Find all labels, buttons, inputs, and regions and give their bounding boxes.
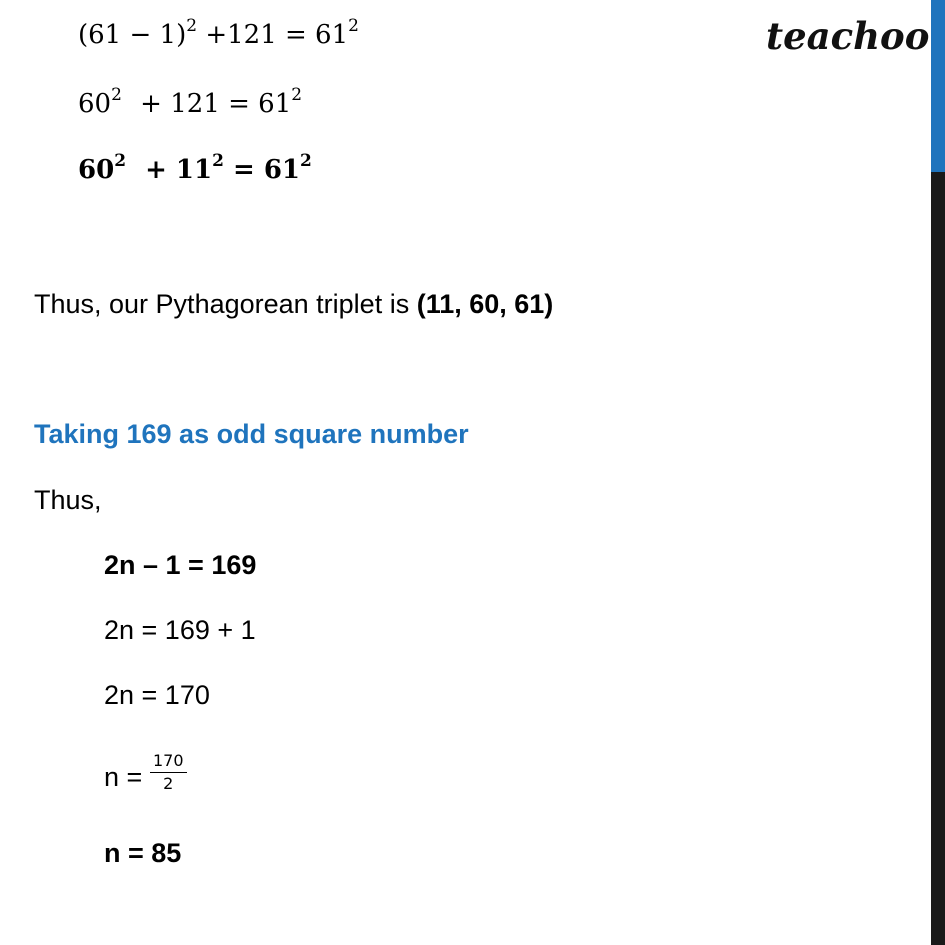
step-2: 2n = 169 + 1 [104, 615, 256, 645]
eq3-result: = 61 [223, 155, 301, 185]
eq3-exponent-1: 2 [114, 151, 127, 171]
eq3-exponent-3: 2 [300, 151, 312, 171]
eq1-exponent-1: 2 [186, 16, 198, 36]
eq1-base: (61 − 1) [78, 20, 187, 50]
fraction-numerator: 170 [150, 752, 187, 773]
eq1-middle: +121 = 61 [197, 20, 349, 50]
step-5-result: n = 85 [104, 838, 182, 868]
eq2-middle: + 121 = 61 [131, 89, 292, 119]
equation-line-3 [78, 151, 312, 185]
step-1: 2n – 1 = 169 [104, 550, 257, 580]
section-heading: Taking 169 as odd square number [34, 419, 469, 449]
step-4-prefix: n = [104, 762, 143, 792]
eq2-base: 60 [78, 89, 112, 119]
eq3-exponent-2: 2 [212, 151, 224, 171]
eq2-exponent-1: 2 [111, 85, 122, 105]
conclusion-text [34, 289, 553, 320]
teachoo-logo: teachoo [766, 14, 930, 58]
fraction-170-over-2 [150, 752, 187, 795]
step-3: 2n = 170 [104, 680, 210, 710]
eq2-exponent-2: 2 [291, 85, 303, 105]
pythagorean-triplet: (11, 60, 61) [416, 289, 554, 319]
eq3-plus-term: + 11 [136, 155, 213, 185]
fraction-denominator: 2 [163, 774, 174, 793]
conclusion-prefix: Thus, our Pythagorean triplet is [34, 289, 417, 319]
scrollbar-thumb[interactable] [931, 0, 945, 172]
eq1-exponent-2: 2 [348, 16, 359, 36]
equation-line-2 [78, 85, 303, 119]
scrollbar[interactable] [931, 0, 945, 945]
thus-label: Thus, [34, 485, 102, 515]
eq3-base: 60 [78, 155, 115, 185]
equation-line-1 [78, 16, 359, 50]
